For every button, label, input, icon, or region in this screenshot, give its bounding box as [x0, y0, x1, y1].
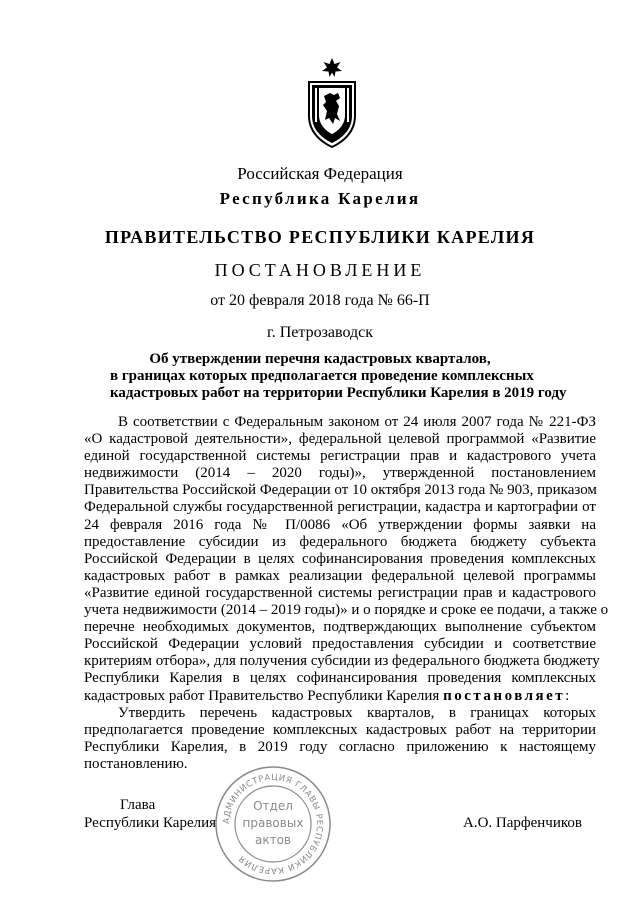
body-line: кадастровых работ в рамках реализации федеральной целевой программы: [84, 567, 596, 584]
decree-line-end: :: [565, 687, 570, 704]
decision-line: постановлению.: [84, 755, 188, 772]
stamp-text-line: Отдел: [253, 799, 293, 813]
decision-line: предполагается проведение комплексных кадастровых работ на территории: [84, 721, 596, 738]
body-line: Российской Федерации условий предоставления субсидии и соответствие: [84, 636, 596, 653]
signatory-name: А.О. Парфенчиков: [463, 815, 582, 831]
country-name: Российская Федерация: [237, 164, 403, 183]
body-line: Правительства Российской Федерации от 10 октября 2013 года № 903, приказом: [84, 482, 597, 499]
coat-of-arms-of-karelia: [303, 58, 361, 148]
republic-name: Республика Карелия: [219, 189, 421, 208]
subject-line: в границах которых предполагается проведение комплексных: [110, 368, 534, 384]
signatory-organization: Республики Карелия: [84, 815, 217, 831]
document-date-number: от 20 февраля 2018 года № 66-П: [210, 292, 430, 309]
stamp-text-line: правовых: [242, 816, 304, 830]
body-line: Республики Карелия в целях софинансирования проведения комплексных: [84, 670, 596, 687]
body-line: недвижимости (2014 – 2020 годы)», утвержденной постановлением: [84, 465, 596, 482]
signatory-title: Глава: [120, 797, 156, 813]
subject-line: Об утверждении перечня кадастровых кварталов,: [149, 351, 491, 367]
subject-line: кадастровых работ на территории Республики Карелия в 2019 году: [110, 385, 567, 401]
document-body: [84, 414, 609, 773]
body-line: «О кадастровой деятельности», федеральной целевой программой «Развитие: [84, 431, 596, 448]
stamp-ring-text: АДМИНИСТРАЦИЯ ГЛАВЫ РЕСПУБЛИКИ КАРЕЛИЯ: [221, 772, 325, 876]
body-line: В соответствии с Федеральным законом от 24 июля 2007 года № 221-ФЗ: [118, 414, 596, 430]
decree-word: постановляет: [443, 687, 566, 704]
stamp-text-line: актов: [254, 833, 292, 847]
body-line: единой государственной системы регистрации прав и кадастрового учета: [84, 448, 596, 465]
government-name: ПРАВИТЕЛЬСТВО РЕСПУБЛИКИ КАРЕЛИЯ: [104, 227, 536, 247]
body-line: Федеральной службы государственной регистрации, кадастра и картографии от: [84, 499, 596, 516]
decision-line: Утвердить перечень кадастровых кварталов, в границах которых: [118, 704, 596, 721]
body-line: критериям отбора», для получения субсидии из федерального бюджета бюджету: [84, 653, 600, 670]
body-line: предоставление субсидии из федерального бюджета бюджету субъекта: [84, 533, 596, 550]
decree-line-start: кадастровых работ Правительство Республики Карелия: [84, 687, 440, 704]
body-line: учета недвижимости (2014 – 2019 годы)» и о порядке и сроке ее подачи, а также о: [84, 602, 609, 619]
document-subject: [110, 351, 567, 402]
body-line: Российской Федерации в целях софинансирования проведения комплексных: [84, 550, 596, 567]
body-line: «Развитие единой государственной системы регистрации прав и кадастрового: [84, 584, 596, 601]
decision-line: Республики Карелия, в 2019 году согласно приложению к настоящему: [84, 738, 596, 755]
document-type: ПОСТАНОВЛЕНИЕ: [214, 260, 426, 280]
document-city: г. Петрозаводск: [266, 324, 374, 341]
official-stamp: [213, 764, 333, 884]
body-line-decree: [84, 688, 596, 705]
body-line: 24 февраля 2016 года № П/0086 «Об утверждении формы заявки на: [84, 516, 596, 533]
body-line: перечне необходимых документов, подтверждающих выполнение субъектом: [84, 619, 596, 636]
